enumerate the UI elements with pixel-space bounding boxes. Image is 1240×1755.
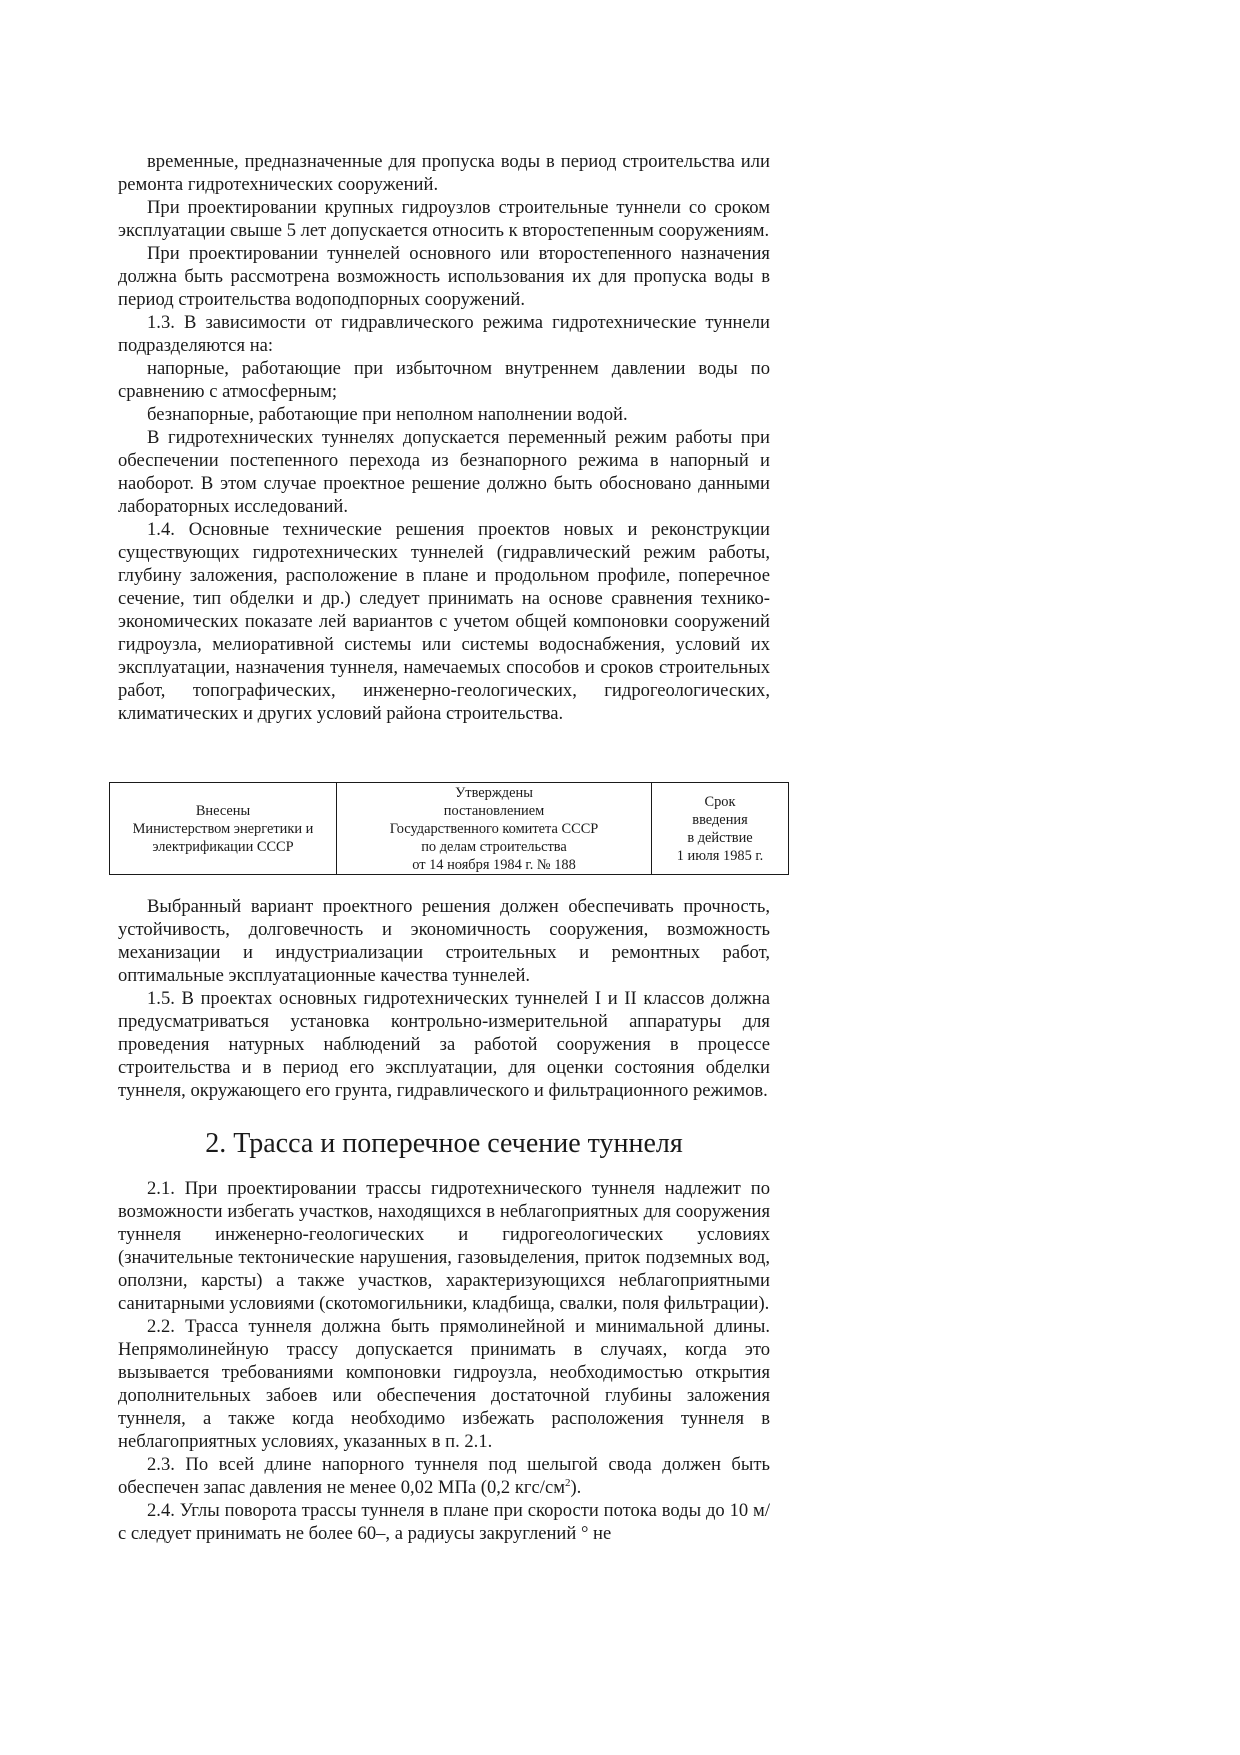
paragraph-tail: ). (570, 1477, 582, 1498)
paragraph: 1.3. В зависимости от гидравлического режима гидротехнические туннели подразделяются на: (118, 312, 770, 356)
cell-line: по делам строительства (421, 838, 567, 855)
cell-line: 1 июля 1985 г. (676, 847, 764, 864)
cell-line: Срок (704, 793, 736, 810)
paragraph: В гидротехнических туннелях допускается переменный режим работы при обеспечении постепенного перехода из безнапорного режима в напорный и наоборот. В этом случае проектное решение должно быть обосновано данными лабораторных исследований. (118, 427, 770, 517)
paragraph: Выбранный вариант проектного решения должен обеспечивать прочность, устойчивость, долговечность и экономичность сооружения, возможность механизации и индустриализации строительных и ремонтных работ, оптимальные эксплуатационные качества туннелей. (118, 896, 770, 986)
approval-table-row (110, 783, 789, 875)
cell-line: электрификации СССР (152, 838, 294, 855)
paragraph: 1.4. Основные технические решения проектов новых и реконструкции существующих гидротехнических туннелей (гидравлический режим работы, глубину заложения, расположение в плане и продольном профиле, поперечное сечение, тип обделки и др.) следует принимать на основе сравнения технико-экономических показате лей вариантов с учетом общей компоновки сооружений гидроузла, мелиоративной системы или системы водоснабжения, условий их эксплуатации, назначения туннеля, намечаемых способов и сроков строительных работ, топографических, инженерно-геологических, гидрогеологических, климатических и других условий района строительства. (118, 519, 770, 724)
paragraph: напорные, работающие при избыточном внутреннем давлении воды по сравнению с атмосферным; (118, 358, 770, 402)
paragraph: 1.5. В проектах основных гидротехнических туннелей I и II классов должна предусматриваться установка контрольно-измерительной аппаратуры для проведения натурных наблюдений за работой сооружения в процессе строительства и в период его эксплуатации, для оценки состояния обделки туннеля, окружающего его грунта, гидравлического и фильтрационного режимов. (118, 988, 770, 1101)
paragraph: 2.2. Трасса туннеля должна быть прямолинейной и минимальной длины. Непрямолинейную трассу допускается принимать в случаях, когда это вызывается требованиями компоновки гидроузла, необходимостью открытия дополнительных забоев или обеспечения достаточной глубины заложения туннеля, а также когда необходимо избежать расположения туннеля в неблагоприятных условиях, указанных в п. 2.1. (118, 1316, 770, 1452)
paragraph-2-4: 2.4. Углы поворота трассы туннеля в плане при скорости потока воды до 10 м/с следует принимать не более 60–, а радиусы закруглений ° не (118, 1500, 770, 1544)
cell-line: постановлением (443, 802, 545, 819)
section-heading: 2. Трасса и поперечное сечение туннеля (205, 1128, 683, 1159)
cell-line: в действие (687, 829, 753, 846)
text-block-middle (118, 895, 770, 1102)
effective-date-cell (652, 783, 789, 875)
introduced-cell (110, 783, 337, 875)
cell-line: введения (692, 811, 748, 828)
approved-cell (337, 783, 652, 875)
text-block-bottom (118, 1177, 770, 1545)
approval-table (109, 782, 789, 875)
paragraph-2-3 (118, 1453, 770, 1499)
superscript: 2 (564, 1476, 571, 1489)
cell-line: Утверждены (455, 784, 533, 801)
cell-line: Внесены (195, 802, 251, 819)
text-block-top (118, 150, 770, 725)
paragraph: 2.1. При проектировании трассы гидротехнического туннеля надлежит по возможности избегать участков, находящихся в неблагоприятных для сооружения туннеля инженерно-геологических и гидрогеологических условиях (значительные тектонические нарушения, газовыделения, приток подземных вод, оползни, карсты) а также участков, характеризующихся неблагоприятными санитарными условиями (скотомогильники, кладбища, свалки, поля фильтрации). (118, 1178, 770, 1314)
paragraph: безнапорные, работающие при неполном наполнении водой. (147, 404, 628, 425)
cell-line: от 14 ноября 1984 г. № 188 (412, 856, 576, 873)
cell-line: Государственного комитета СССР (389, 820, 599, 837)
cell-line: Министерством энергетики и (132, 820, 314, 837)
paragraph: При проектировании туннелей основного или второстепенного назначения должна быть рассмотрена возможность использования их для пропуска воды в период строительства водоподпорных сооружений. (118, 243, 770, 310)
paragraph-text: 2.3. По всей длине напорного туннеля под шелыгой свода должен быть обеспечен запас давления не менее 0,02 МПа (0,2 кгс/см (118, 1454, 770, 1498)
paragraph: временные, предназначенные для пропуска воды в период строительства или ремонта гидротехнических сооружений. (118, 151, 770, 195)
paragraph: При проектировании крупных гидроузлов строительные туннели со сроком эксплуатации свыше 5 лет допускается относить к второстепенным сооружениям. (118, 197, 770, 241)
